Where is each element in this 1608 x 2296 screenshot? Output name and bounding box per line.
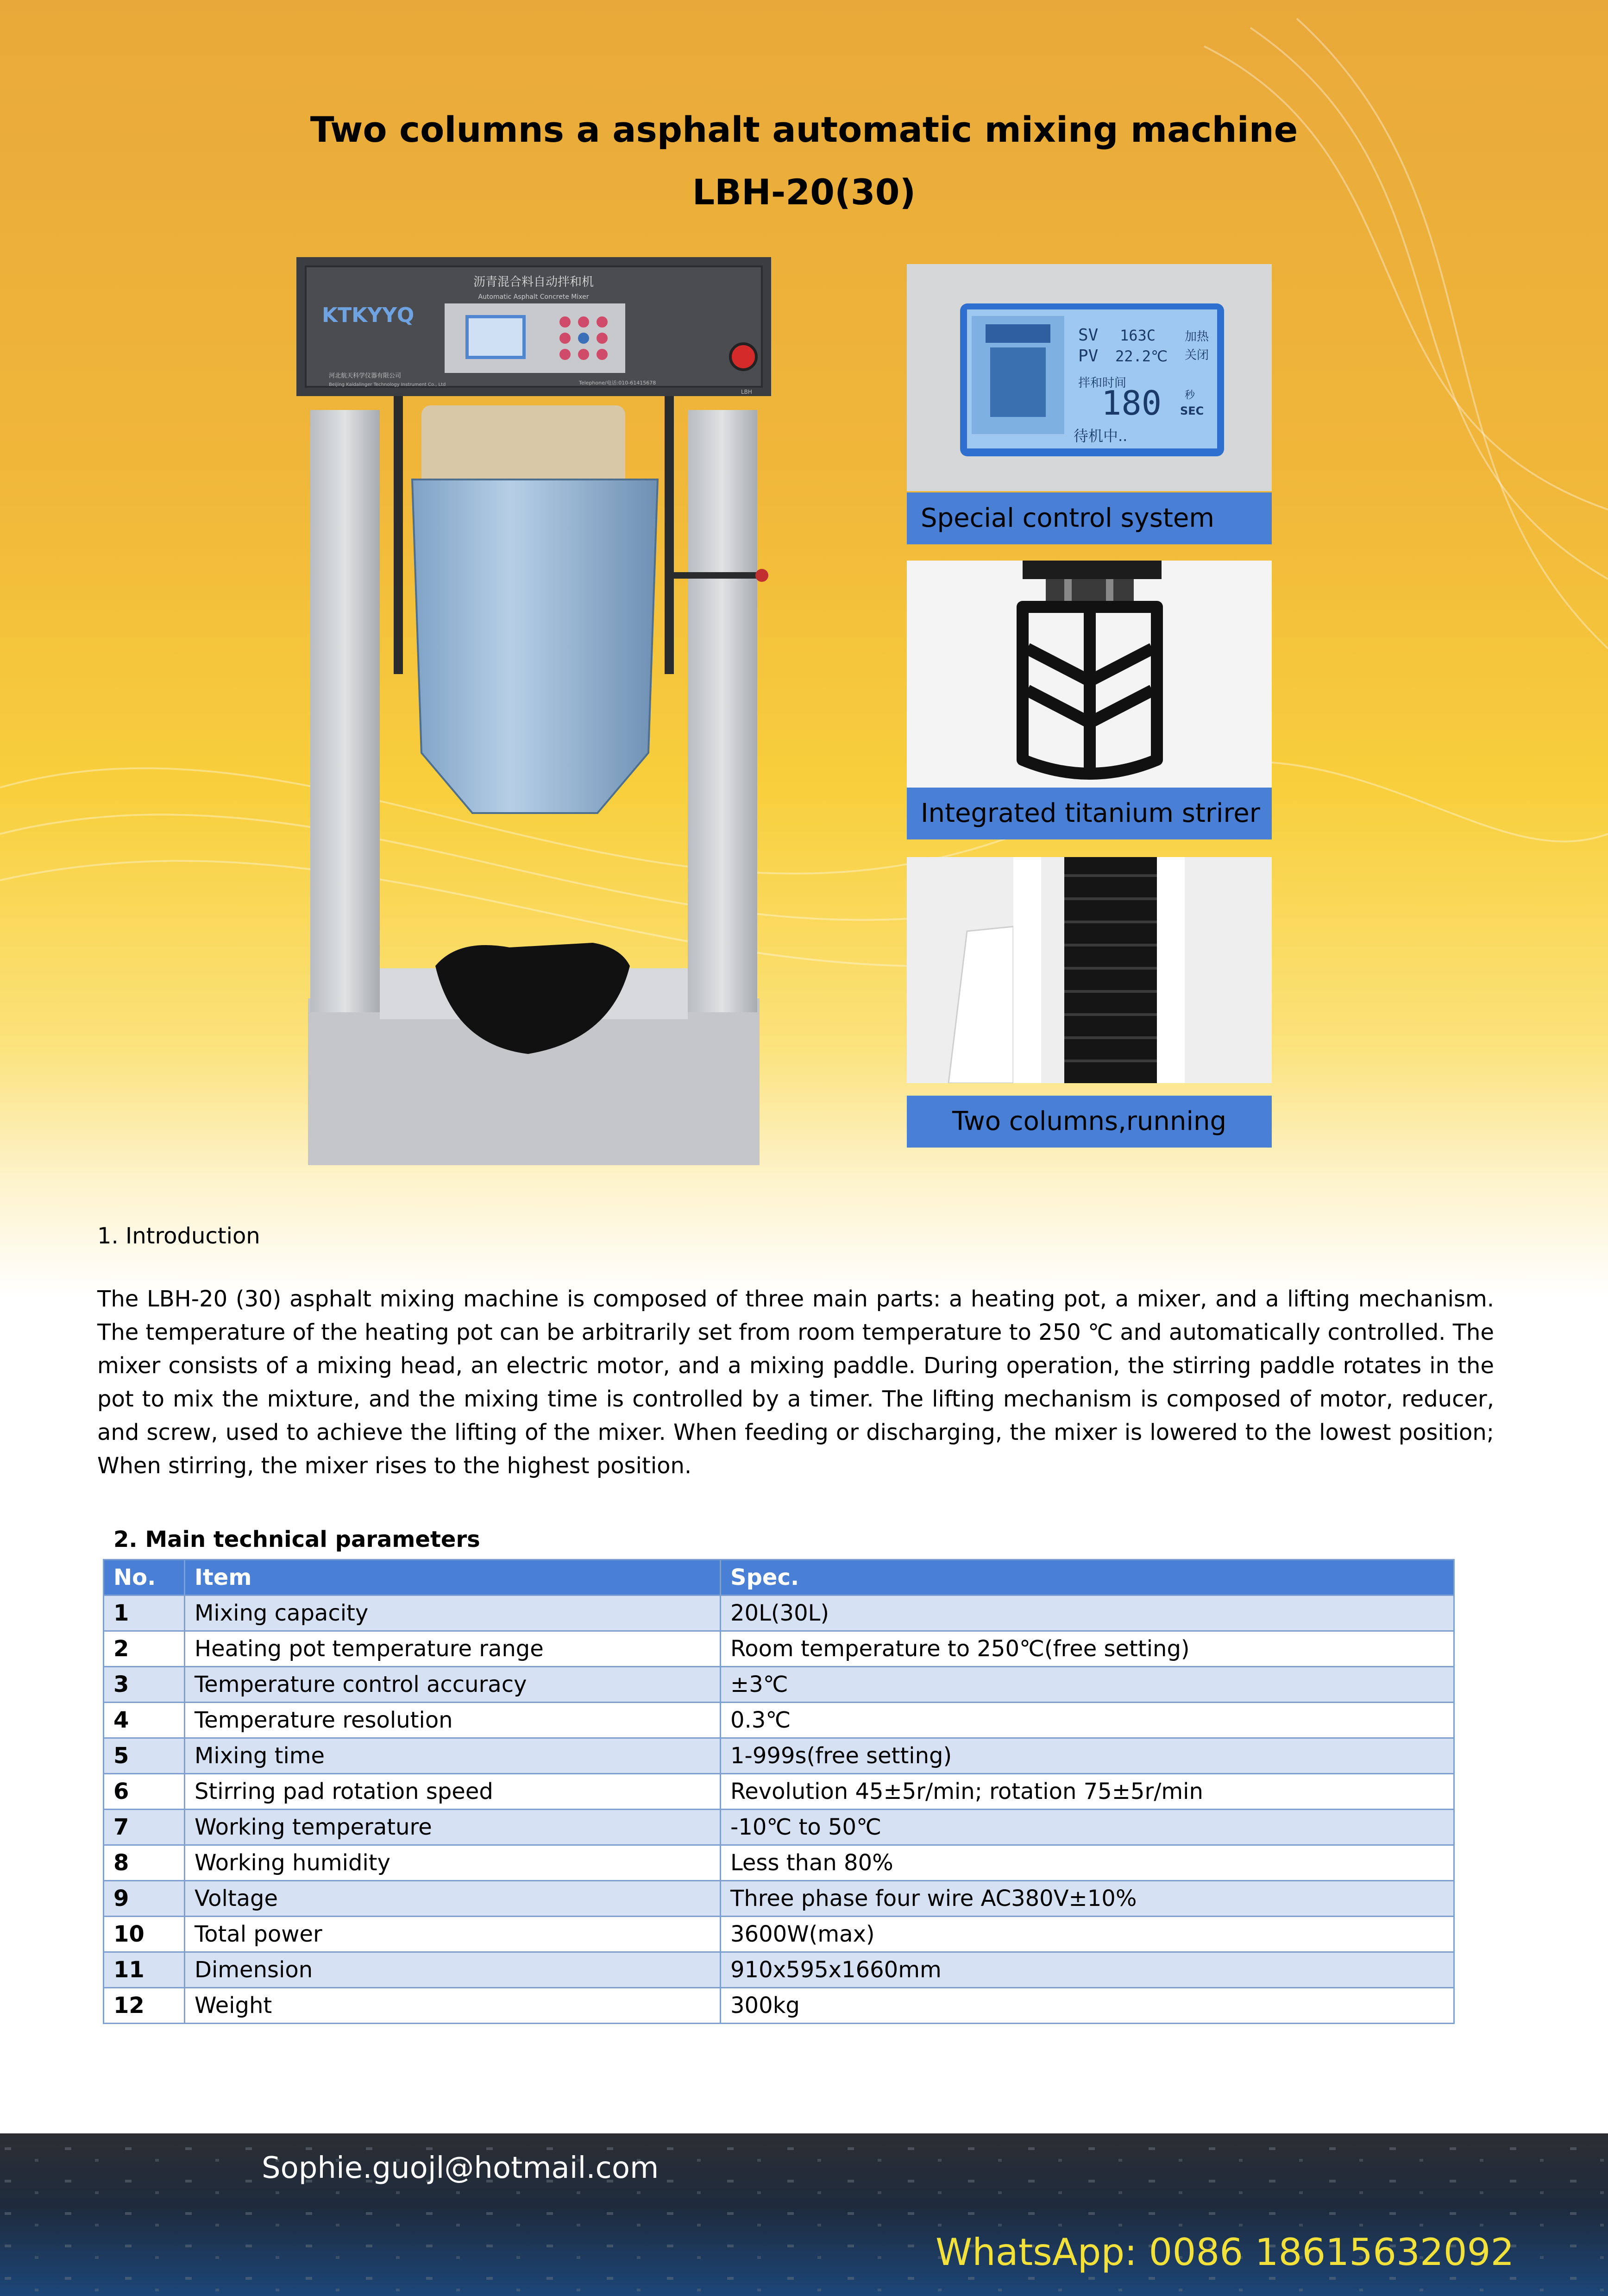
- sv-label: SV: [1078, 326, 1099, 345]
- timer-label: 拌和时间: [1078, 376, 1127, 390]
- timer-unit: SEC: [1180, 404, 1204, 417]
- brand-logo: KTKYYQ: [322, 303, 415, 327]
- timer-unit-cn: 秒: [1185, 390, 1195, 401]
- cell-item: Stirring pad rotation speed: [185, 1774, 721, 1810]
- table-row: [104, 1774, 1454, 1810]
- caption-control-system: Special control system: [907, 492, 1272, 544]
- cell-item: Dimension: [185, 1952, 721, 1988]
- cell-no: 2: [104, 1631, 185, 1667]
- caption-stirrer: Integrated titanium strirer: [907, 788, 1272, 839]
- heating-pot: [412, 479, 658, 813]
- telephone: Telephone/电话:010-61415678: [579, 380, 656, 386]
- status-bottom: 关闭: [1185, 348, 1209, 362]
- table-row: [104, 1952, 1454, 1988]
- cell-item: Working humidity: [185, 1845, 721, 1881]
- column-header-no: No.: [104, 1560, 185, 1596]
- cell-no: 12: [104, 1988, 185, 2024]
- intro-paragraph: The LBH-20 (30) asphalt mixing machine is composed of three main parts: a heating pot, a mixer, and a lifting mechanism. The temperature of the heating pot can be arbitrarily set from room temperature to 250 ℃ and automatically controlled. The mixer consists of a mixing head, an electric motor, and a mixing paddle. During operation, the stirring paddle rotates in the pot to mix the mixture, and the mixing time is controlled by a timer. The lifting mechanism is composed of motor, reducer, and screw, used to achieve the lifting of the mixer. When feeding or discharging, the mixer is lowered to the lowest position; When stirring, the mixer rises to the highest position.: [97, 1286, 1494, 1479]
- manufacturer-en: Beijing Kaidalinger Technology Instrument Co., Ltd: [329, 382, 446, 387]
- intro-heading: 1. Introduction: [97, 1223, 260, 1249]
- right-column: [688, 410, 757, 1012]
- cell-spec: Three phase four wire AC380V±10%: [721, 1881, 1454, 1917]
- pv-label: PV: [1078, 347, 1099, 366]
- table-row: [104, 1845, 1454, 1881]
- table-row: [104, 1738, 1454, 1774]
- cell-no: 7: [104, 1810, 185, 1845]
- cell-spec: 910x595x1660mm: [721, 1952, 1454, 1988]
- cell-spec: Revolution 45±5r/min; rotation 75±5r/min: [721, 1774, 1454, 1810]
- table-row: [104, 1988, 1454, 2024]
- table-row: [104, 1631, 1454, 1667]
- stirrer-photo: [907, 561, 1272, 801]
- stirrer-illustration: [907, 561, 1272, 801]
- waiting-status: 待机中..: [1074, 427, 1128, 445]
- footer: [0, 2133, 1608, 2296]
- cell-no: 9: [104, 1881, 185, 1917]
- cell-item: Voltage: [185, 1881, 721, 1917]
- machine-photo: [296, 257, 771, 1170]
- cell-no: 6: [104, 1774, 185, 1810]
- cell-item: Temperature resolution: [185, 1703, 721, 1738]
- cell-item: Total power: [185, 1917, 721, 1952]
- params-heading: 2. Main technical parameters: [113, 1526, 480, 1552]
- emergency-stop-button[interactable]: [730, 344, 756, 370]
- cell-spec: ±3℃: [721, 1667, 1454, 1703]
- cell-spec: -10℃ to 50℃: [721, 1810, 1454, 1845]
- cell-spec: 3600W(max): [721, 1917, 1454, 1952]
- params-table: [103, 1559, 1455, 2024]
- cell-spec: 20L(30L): [721, 1596, 1454, 1631]
- timer-value: 180: [1101, 384, 1162, 423]
- pv-value: 22.2℃: [1115, 347, 1168, 365]
- cell-spec: 300kg: [721, 1988, 1454, 2024]
- cell-item: Weight: [185, 1988, 721, 2024]
- cell-item: Working temperature: [185, 1810, 721, 1845]
- lifting-handle[interactable]: [674, 572, 762, 579]
- cell-no: 1: [104, 1596, 185, 1631]
- cell-no: 8: [104, 1845, 185, 1881]
- column-header-item: Item: [185, 1560, 721, 1596]
- cell-item: Heating pot temperature range: [185, 1631, 721, 1667]
- cell-spec: 0.3℃: [721, 1703, 1454, 1738]
- column-header-spec: Spec.: [721, 1560, 1454, 1596]
- table-row: [104, 1596, 1454, 1631]
- table-row: [104, 1881, 1454, 1917]
- cell-item: Temperature control accuracy: [185, 1667, 721, 1703]
- keypad: [559, 316, 608, 360]
- mixer-head: [421, 405, 625, 489]
- table-row: [104, 1667, 1454, 1703]
- left-column: [310, 410, 380, 1012]
- model-plate: LBH: [741, 389, 752, 395]
- contact-email[interactable]: Sophie.guojl@hotmail.com: [262, 2151, 659, 2185]
- columns-photo: [907, 857, 1272, 1083]
- cell-spec: Room temperature to 250℃(free setting): [721, 1631, 1454, 1667]
- status-top: 加热: [1185, 330, 1209, 344]
- caption-columns: Two columns,running: [907, 1096, 1272, 1148]
- table-row: [104, 1917, 1454, 1952]
- panel-title-cn: 沥青混合料自动拌和机: [473, 275, 594, 289]
- control-system-photo: [907, 264, 1272, 491]
- model-title: LBH-20(30): [692, 171, 916, 213]
- cell-no: 11: [104, 1952, 185, 1988]
- table-row: [104, 1810, 1454, 1845]
- lcd-display: [907, 264, 1272, 491]
- cell-item: Mixing capacity: [185, 1596, 721, 1631]
- manufacturer-cn: 河北航天科学仪器有限公司: [329, 372, 402, 379]
- cell-no: 5: [104, 1738, 185, 1774]
- panel-title-en: Automatic Asphalt Concrete Mixer: [478, 293, 589, 301]
- cell-item: Mixing time: [185, 1738, 721, 1774]
- cell-no: 10: [104, 1917, 185, 1952]
- table-header-row: [104, 1560, 1454, 1596]
- cell-spec: Less than 80%: [721, 1845, 1454, 1881]
- columns-illustration: [907, 857, 1272, 1083]
- table-row: [104, 1703, 1454, 1738]
- cell-no: 4: [104, 1703, 185, 1738]
- sv-value: 163C: [1120, 327, 1156, 344]
- cell-spec: 1-999s(free setting): [721, 1738, 1454, 1774]
- cell-no: 3: [104, 1667, 185, 1703]
- page-title: Two columns a asphalt automatic mixing machine: [310, 109, 1298, 150]
- contact-whatsapp[interactable]: WhatsApp: 0086 18615632092: [936, 2231, 1514, 2274]
